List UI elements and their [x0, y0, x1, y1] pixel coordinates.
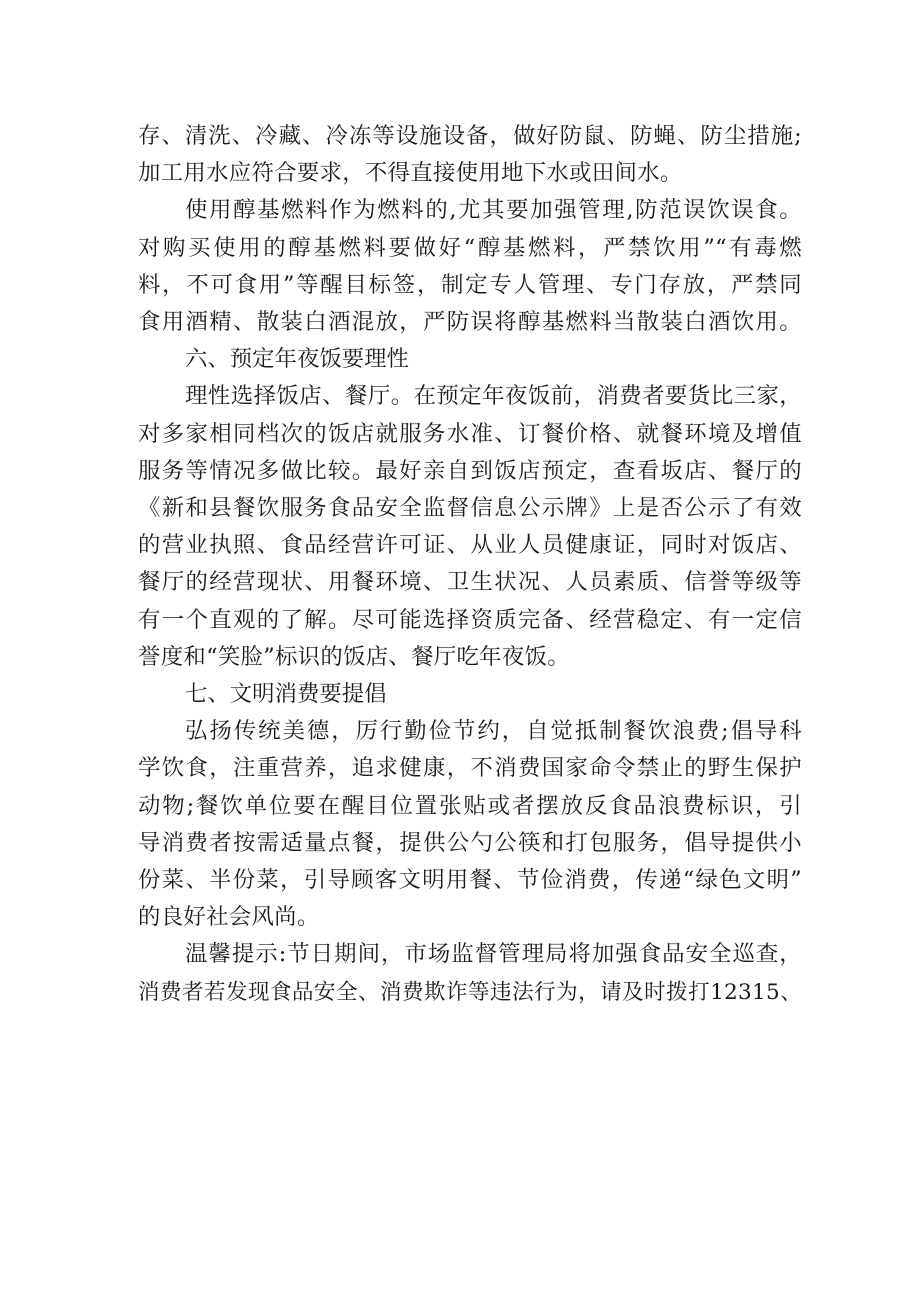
body-line: 餐厅的经营现状、用餐环境、卫生状况、人员素质、信誉等级等 — [138, 569, 802, 596]
body-line: 料，不可食用”等醒目标签，制定专人管理、专门存放，严禁同 — [138, 271, 802, 298]
body-line: 有一个直观的了解。尽可能选择资质完备、经营稳定、有一定信 — [138, 606, 802, 633]
body-line: 存、清洗、冷藏、冷冻等设施设备，做好防鼠、防蝇、防尘措施; — [138, 123, 802, 149]
body-line: 份菜、半份菜，引导顾客文明用餐、节俭消费，传递“绿色文明” — [138, 867, 802, 894]
body-line: 的营业执照、食品经营许可证、从业人员健康证，同时对饭店、 — [138, 532, 802, 559]
body-line: 食用酒精、散装白酒混放，严防误将醇基燃料当散装白酒饮用。 — [138, 309, 802, 336]
body-line: 服务等情况多做比较。最好亲自到饭店预定，查看坂店、餐厅的 — [138, 457, 802, 484]
body-line: 使用醇基燃料作为燃料的,尤其要加强管理,防范误饮误食。 — [185, 197, 802, 224]
body-line: 《新和县餐饮服务食品安全监督信息公示牌》上是否公示了有效 — [138, 495, 802, 522]
section-heading-6: 六、预定年夜饭要理性 — [185, 346, 409, 373]
body-line: 导消费者按需适量点餐，提供公勺公筷和打包服务，倡导提供小 — [138, 829, 802, 856]
body-line: 理性选择饭店、餐厅。在预定年夜饭前，消费者要货比三家， — [185, 383, 802, 410]
body-line: 温馨提示:节日期间，市场监督管理局将加强食品安全巡查， — [185, 941, 802, 968]
body-line: 加工用水应符合要求，不得直接使用地下水或田间水。 — [138, 160, 683, 187]
body-line: 对购买使用的醇基燃料要做好“醇基燃料，严禁饮用”“有毒燃 — [138, 234, 802, 261]
body-line: 学饮食，注重营养，追求健康，不消费国家命令禁止的野生保护 — [138, 755, 802, 782]
body-line: 弘扬传统美德，厉行勤俭节约，自觉抵制餐饮浪费;倡导科 — [185, 718, 802, 745]
body-line: 对多家相同档次的饭店就服务水准、订餐价格、就餐环境及增值 — [138, 420, 802, 447]
body-line: 誉度和“笑脸”标识的饭店、餐厅吃年夜饭。 — [138, 643, 570, 670]
section-heading-7: 七、文明消费要提倡 — [185, 681, 387, 708]
document-page — [138, 118, 802, 1011]
body-line: 的良好社会风尚。 — [138, 904, 320, 931]
body-line: 动物;餐饮单位要在醒目位置张贴或者摆放反食品浪费标识，引 — [138, 792, 802, 819]
body-line: 消费者若发现食品安全、消费欺诈等违法行为，请及时拨打12315、 — [138, 979, 802, 1005]
